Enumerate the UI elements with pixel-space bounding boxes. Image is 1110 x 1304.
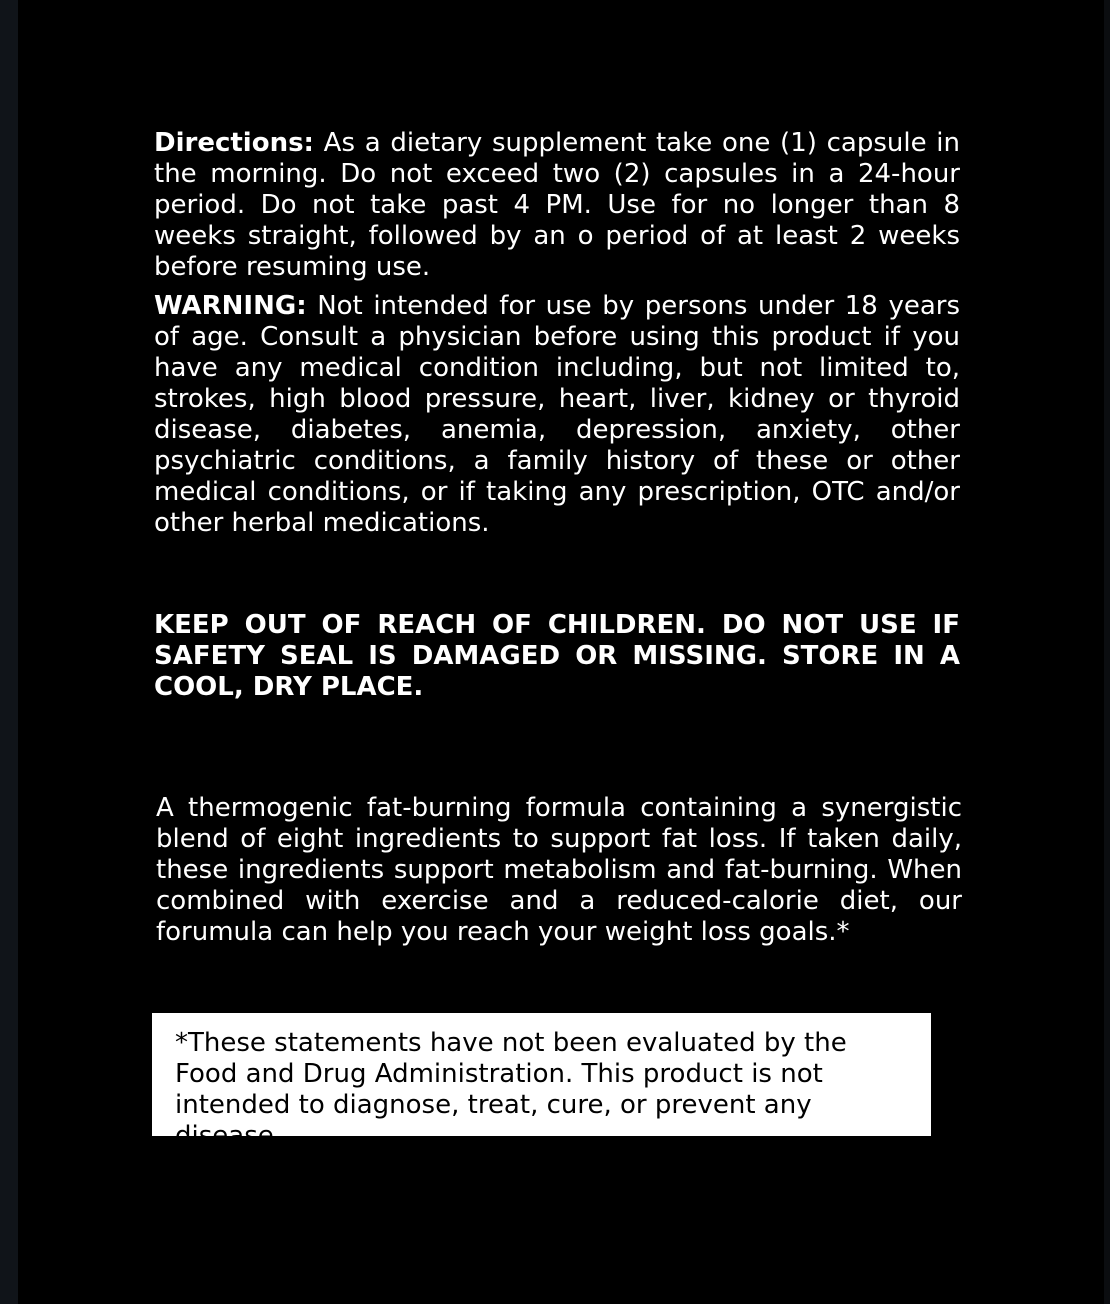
warning-text: Not intended for use by persons under 18 years of age. Consult a physician before using this product if you have any medical condition including, but not limited to, strokes, high blood pressure, heart, liver, kidney or thyroid disease, diabetes, anemia, depression, anxiety, other psychiatric conditions, a family history of these or other medical conditions, or if taking any prescription, OTC and/or other herbal medications. [154, 291, 960, 538]
left-edge-strip [0, 0, 18, 1304]
keep-out-notice: KEEP OUT OF REACH OF CHILDREN. DO NOT USE IF SAFETY SEAL IS DAMAGED OR MISSING. STORE IN A COOL, DRY PLACE. [154, 610, 960, 702]
directions-label: Directions: [154, 128, 314, 158]
fda-disclaimer-text: *These statements have not been evaluated by the Food and Drug Administration. This product is not intended to diagnose, treat, cure, or prevent any disease. [175, 1028, 847, 1151]
directions-paragraph [154, 128, 960, 283]
fda-disclaimer-box [152, 1013, 931, 1151]
product-description: A thermogenic fat-burning formula containing a synergistic blend of eight ingredients to support fat loss. If taken daily, these ingredients support metabolism and fat-burning. When combined with exercise and a reduced-calorie diet, our forumula can help you reach your weight loss goals.* [156, 793, 962, 947]
warning-label: WARNING: [154, 291, 307, 321]
warning-paragraph [154, 291, 960, 539]
directions-text: As a dietary supplement take one (1) capsule in the morning. Do not exceed two (2) capsules in a 24-hour period. Do not take past 4 PM. Use for no longer than 8 weeks straight, followed by an o period of at least 2 weeks before resuming use. [154, 128, 960, 282]
right-edge-strip [1104, 0, 1110, 1304]
